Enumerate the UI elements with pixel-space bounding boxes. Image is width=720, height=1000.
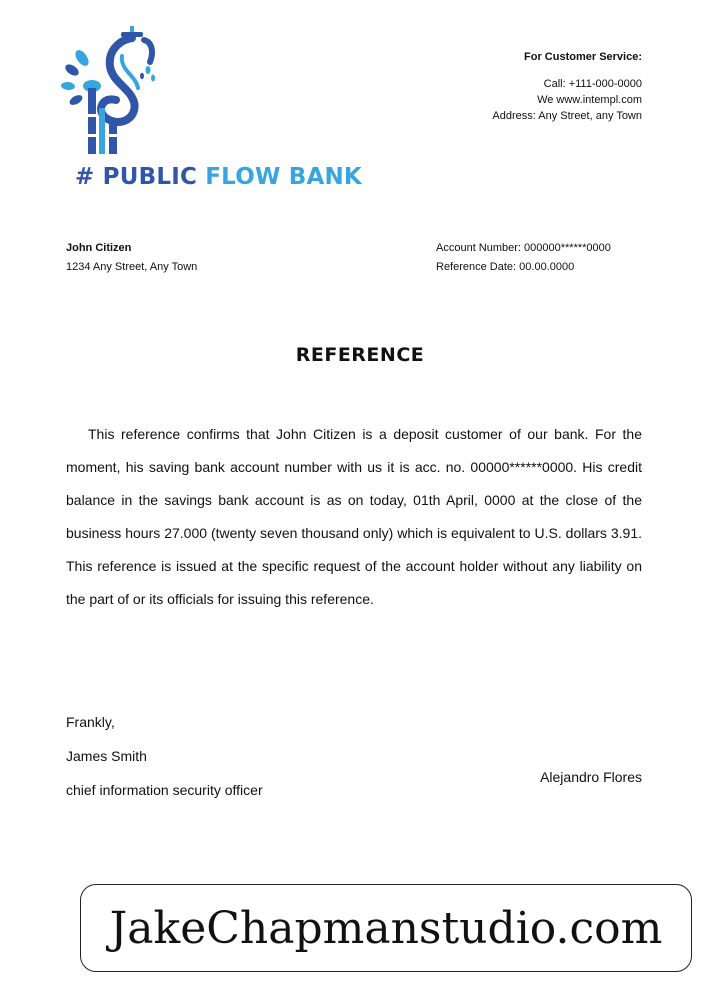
bank-name [75, 164, 362, 190]
customer-service-block [492, 49, 642, 124]
reference-date: Reference Date: 00.00.0000 [436, 261, 575, 273]
address-line: Address: Any Street, any Town [492, 110, 642, 122]
bank-logo [58, 26, 158, 158]
cosigner-name: Alejandro Flores [540, 769, 642, 785]
account-block [436, 239, 611, 277]
reference-body: This reference confirms that John Citizen is a deposit customer of our bank. For the moment, his saving bank account number with us it is acc. no. 00000******0000. His credit balance in the savings bank account is as on today, 01th April, 0000 at the close of the business hours 27.000 (twenty seven thousand only) which is equivalent to U.S. dollars 3.91. This reference is issued at the specific request of the account holder without any liability on the part of or its officials for issuing this reference. [66, 426, 642, 607]
closing-block [66, 705, 263, 807]
bank-name-prefix: # PUBLIC [75, 164, 198, 190]
bank-name-suffix: FLOW BANK [205, 164, 362, 190]
closing-salutation: Frankly, [66, 714, 115, 730]
recipient-block [66, 239, 197, 277]
recipient-address: 1234 Any Street, Any Town [66, 261, 198, 273]
customer-service-heading: For Customer Service: [524, 51, 642, 63]
account-number: Account Number: 000000******0000 [436, 242, 611, 254]
website-line: We www.intempl.com [537, 94, 642, 106]
document-title: REFERENCE [295, 344, 425, 366]
recipient-name: John Citizen [66, 242, 132, 254]
phone-line: Call: +111-000-0000 [543, 78, 642, 90]
faucet-swan-icon [58, 26, 158, 158]
signer-name: James Smith [66, 748, 147, 764]
signer-title: chief information security officer [66, 782, 263, 798]
watermark-banner: JakeChapmanstudio.com [80, 884, 692, 972]
